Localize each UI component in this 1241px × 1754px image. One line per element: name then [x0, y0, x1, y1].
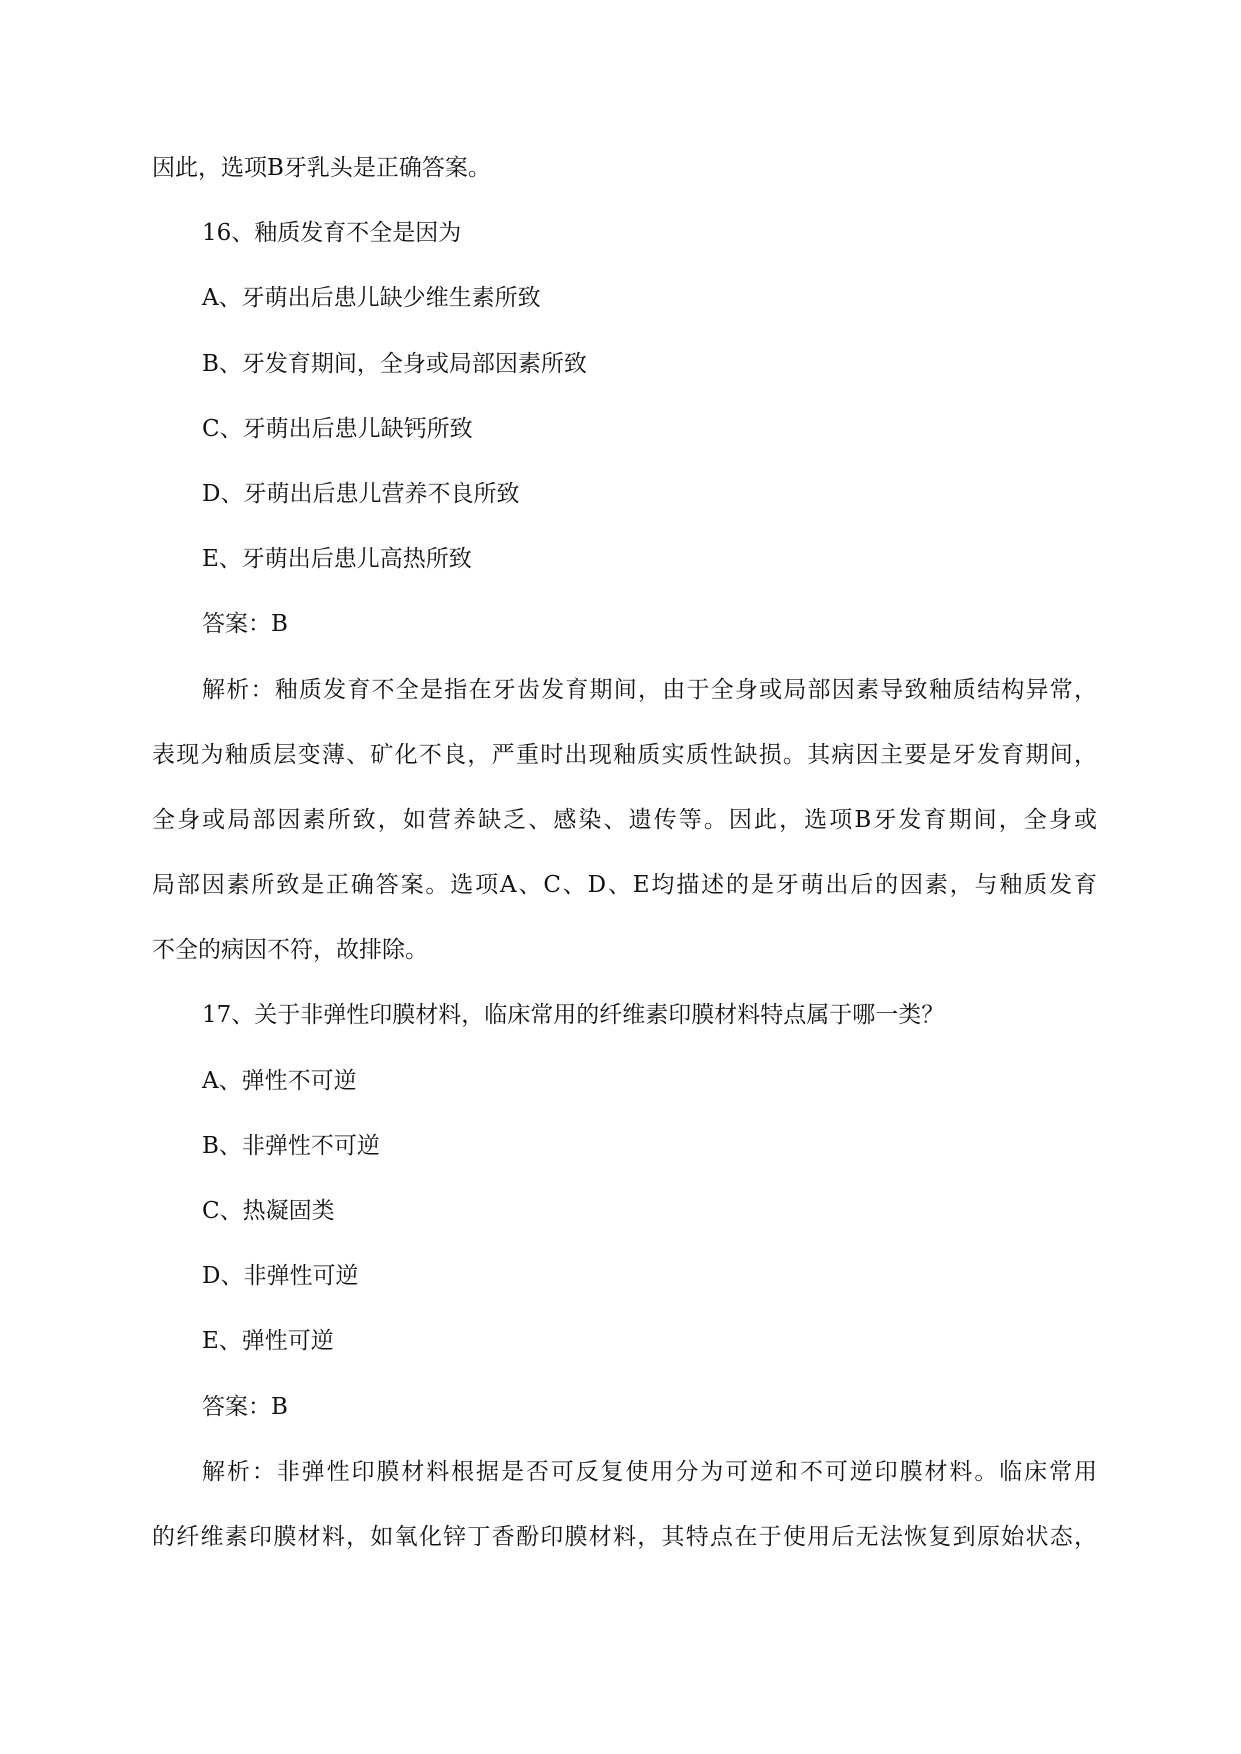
question-16	[152, 201, 1097, 983]
answer-text: 答案：B	[202, 611, 288, 638]
analysis-line: 表现为釉质层变薄、矿化不良，严重时出现釉质实质性缺损。其病因主要是牙发育期间，	[152, 741, 1097, 768]
option-b: B、牙发育期间，全身或局部因素所致	[202, 350, 587, 377]
analysis-line: 解析：非弹性印膜材料根据是否可反复使用分为可逆和不可逆印膜材料。临床常用	[202, 1458, 1097, 1485]
question-stem: 17、关于非弹性印膜材料，临床常用的纤维素印膜材料特点属于哪一类？	[202, 1002, 945, 1029]
analysis-line: 不全的病因不符，故排除。	[152, 937, 428, 964]
option-a: A、牙萌出后患儿缺少维生素所致	[202, 285, 541, 312]
option-b: B、非弹性不可逆	[202, 1132, 380, 1159]
question-17	[152, 983, 1097, 1570]
option-a: A、弹性不可逆	[202, 1067, 357, 1094]
carryover-text: 因此，选项B牙乳头是正确答案。	[152, 155, 491, 181]
page-content	[152, 136, 1097, 1570]
analysis-line: 解析：釉质发育不全是指在牙齿发育期间，由于全身或局部因素导致釉质结构异常，	[202, 676, 1097, 703]
analysis-line: 全身或局部因素所致，如营养缺乏、感染、遗传等。因此，选项B牙发育期间，全身或	[152, 806, 1097, 833]
analysis-paragraph	[152, 1440, 1097, 1570]
analysis-line: 的纤维素印膜材料，如氧化锌丁香酚印膜材料，其特点在于使用后无法恢复到原始状态，	[152, 1523, 1097, 1550]
option-e: E、牙萌出后患儿高热所致	[202, 546, 472, 573]
option-c: C、热凝固类	[202, 1198, 335, 1224]
question-stem: 16、釉质发育不全是因为	[202, 220, 462, 247]
option-c: C、牙萌出后患儿缺钙所致	[202, 415, 473, 442]
analysis-paragraph	[152, 658, 1097, 984]
answer-text: 答案：B	[202, 1393, 288, 1420]
option-d: D、牙萌出后患儿营养不良所致	[202, 480, 520, 507]
analysis-line: 局部因素所致是正确答案。选项A、C、D、E均描述的是牙萌出后的因素，与釉质发育	[152, 872, 1097, 899]
option-d: D、非弹性可逆	[202, 1263, 359, 1290]
option-e: E、弹性可逆	[202, 1328, 334, 1355]
